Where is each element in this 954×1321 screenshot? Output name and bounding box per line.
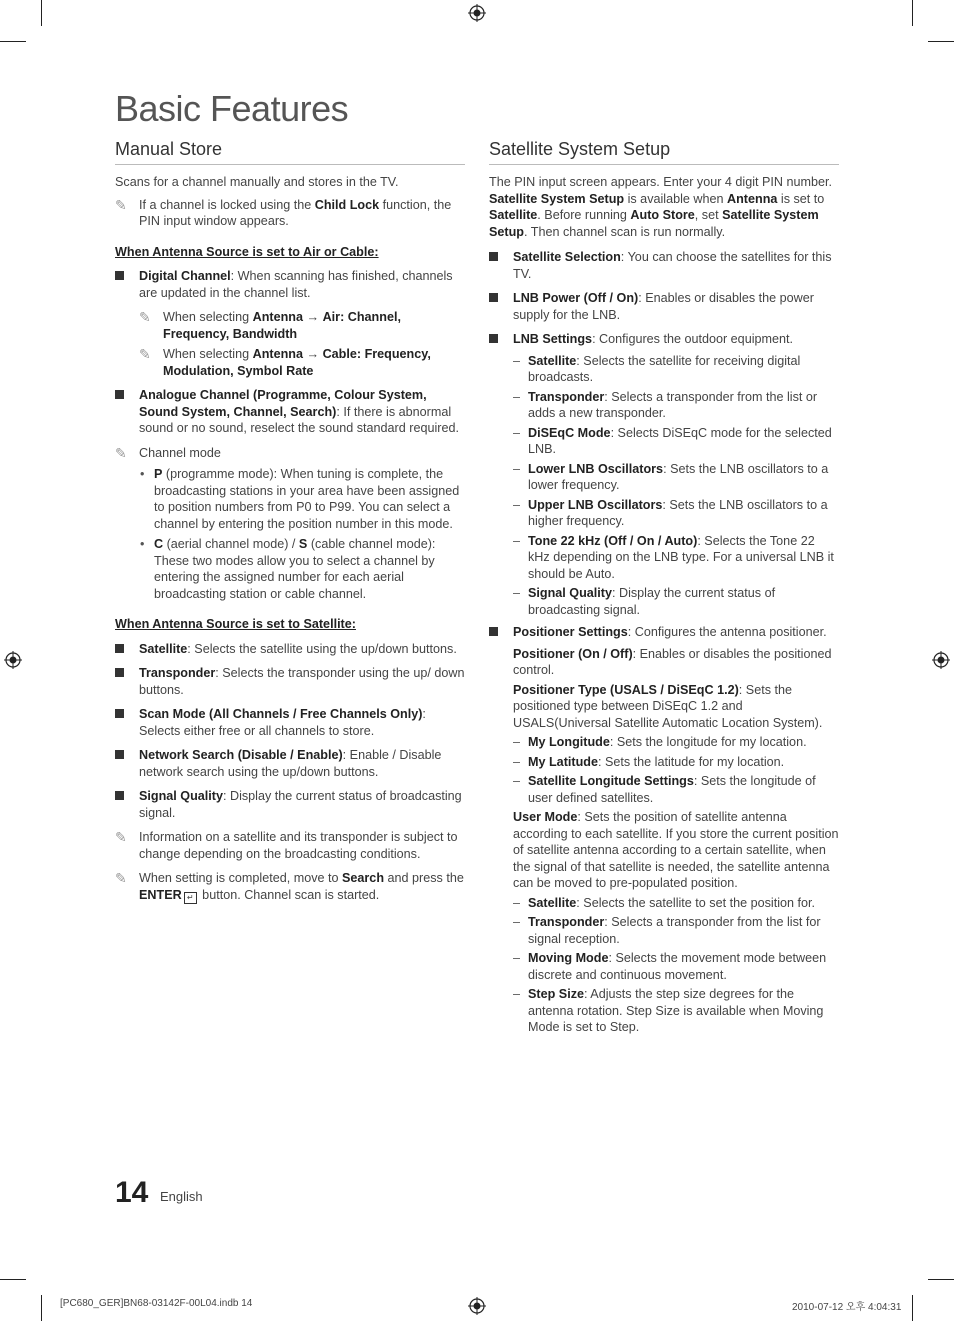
bullet-icon: •	[140, 537, 145, 551]
pencil-icon: ✎	[115, 829, 127, 845]
section-heading-manual-store: Manual Store	[115, 138, 465, 165]
subheading-satellite: When Antenna Source is set to Satellite:	[115, 617, 356, 631]
note: ✎ When setting is completed, move to Search and press the ENTER ↵ button. Channel scan is started.	[115, 870, 464, 902]
pencil-icon: ✎	[115, 870, 127, 886]
footer-file-info: [PC680_GER]BN68-03142F-00L04.indb 14	[60, 1298, 253, 1309]
list-item: Analogue Channel (Programme, Colour System, Sound System, Channel, Search): If there is abnormal sound or no sound, reselect the sound standard required.	[115, 387, 465, 437]
page-title: Basic Features	[115, 88, 349, 129]
list-item: Positioner Settings: Configures the antenna positioner.	[489, 624, 839, 641]
list-item: Satellite: Selects the satellite using the up/down buttons.	[115, 641, 465, 658]
pencil-icon: ✎	[139, 309, 151, 325]
positioner-type: Positioner Type (USALS / DiSEqC 1.2): Sets the positioned type between DiSEqC 1.2 and USALS(Universal Satellite Automatic Location System).	[513, 682, 823, 730]
note: ✎ Information on a satellite and its transponder is subject to change depending on the broadcasting conditions.	[115, 829, 458, 861]
square-bullet-icon	[489, 627, 498, 636]
intro-text: The PIN input screen appears. Enter your 4 digit PIN number. Satellite System Setup is available when Antenna is set to Satellite. Before running Auto Store, set Satellite System Setup. Then channel scan is run normally.	[489, 175, 833, 239]
registration-mark-icon	[468, 1297, 486, 1315]
registration-mark-icon	[4, 651, 22, 669]
square-bullet-icon	[115, 750, 124, 759]
square-bullet-icon	[489, 334, 498, 343]
right-column	[489, 138, 839, 1039]
crop-mark	[912, 0, 913, 26]
lnb-sublist	[513, 353, 839, 619]
list-item: LNB Power (Off / On): Enables or disables the power supply for the LNB.	[489, 290, 839, 323]
positioner-section	[513, 646, 839, 1036]
pencil-icon: ✎	[139, 346, 151, 362]
intro-text: Scans for a channel manually and stores in the TV.	[115, 175, 399, 189]
square-bullet-icon	[115, 709, 124, 718]
list-item: Satellite Selection: You can choose the satellites for this TV.	[489, 249, 839, 282]
list-item: – Moving Mode: Selects the movement mode between discrete and continuous movement.	[513, 951, 827, 982]
user-mode: User Mode: Sets the position of satellite antenna according to each satellite. If you store the current position of satellite antenna according to a certain satellite, when the signal of that satellite is needed, the satellite antenna can be moved to pre-populated position.	[513, 810, 839, 890]
crop-mark	[41, 1295, 42, 1321]
positioner-onoff: Positioner (On / Off): Enables or disables the positioned control.	[513, 646, 832, 677]
crop-mark	[912, 1295, 913, 1321]
list-item: – DiSEqC Mode: Selects DiSEqC mode for the selected LNB.	[513, 425, 832, 456]
crop-mark	[41, 0, 42, 26]
crop-mark	[928, 1279, 954, 1280]
list-item: Network Search (Disable / Enable): Enable / Disable network search using the up/down buttons.	[115, 747, 465, 780]
pencil-icon: ✎	[115, 444, 127, 461]
registration-mark-icon	[932, 651, 950, 669]
footer-timestamp: 2010-07-12 오후 4:04:31	[792, 1302, 902, 1313]
list-item: – Signal Quality: Display the current status of broadcasting signal.	[513, 586, 776, 617]
registration-mark-icon	[468, 4, 486, 22]
list-item: LNB Settings: Configures the outdoor equipment.	[489, 331, 839, 348]
pencil-icon: ✎	[115, 196, 127, 213]
note: ✎ When selecting Antenna → Air: Channel, Frequency, Bandwidth	[139, 309, 401, 341]
enter-icon: ↵	[184, 892, 197, 904]
list-item: – Tone 22 kHz (Off / On / Auto): Selects the Tone 22 kHz depending on the LNB type. For a universal LNB it should be Auto.	[513, 533, 834, 581]
subheading-air-cable: When Antenna Source is set to Air or Cable:	[115, 244, 379, 259]
list-item: Digital Channel: When scanning has finished, channels are updated in the channel list.	[115, 268, 465, 301]
square-bullet-icon	[489, 252, 498, 261]
crop-mark	[928, 41, 954, 42]
list-item: – Transponder: Selects a transponder from the list or adds a new transponder.	[513, 389, 818, 420]
list-item: – My Latitude: Sets the latitude for my location.	[513, 754, 785, 769]
square-bullet-icon	[115, 668, 124, 677]
list-item: – My Longitude: Sets the longitude for my location.	[513, 735, 807, 749]
list-item: Signal Quality: Display the current status of broadcasting signal.	[115, 788, 465, 821]
square-bullet-icon	[115, 390, 124, 399]
note: ✎ Channel mode	[115, 444, 221, 461]
list-item: – Satellite Longitude Settings: Sets the longitude of user defined satellites.	[513, 774, 816, 805]
note: ✎ When selecting Antenna → Cable: Frequency, Modulation, Symbol Rate	[139, 346, 431, 378]
left-column	[115, 138, 465, 912]
list-item: • C (aerial channel mode) / S (cable channel mode): These two modes allow you to select a channel by entering the assigned number for each aerial broadcasting station or cable channel.	[140, 537, 436, 601]
page-number: 14	[115, 1176, 149, 1209]
bullet-icon: •	[140, 467, 145, 481]
list-item: – Lower LNB Oscillators: Sets the LNB oscillators to a lower frequency.	[513, 461, 829, 492]
crop-mark	[0, 41, 26, 42]
list-item: – Step Size: Adjusts the step size degrees for the antenna rotation. Step Size is available when Moving Mode is set to Step.	[513, 987, 824, 1034]
list-item: – Satellite: Selects the satellite for receiving digital broadcasts.	[513, 353, 801, 384]
square-bullet-icon	[115, 791, 124, 800]
list-item: – Upper LNB Oscillators: Sets the LNB oscillators to a higher frequency.	[513, 497, 828, 528]
list-item: Transponder: Selects the transponder using the up/ down buttons.	[115, 665, 465, 698]
list-item: – Satellite: Selects the satellite to set the position for.	[513, 895, 816, 910]
square-bullet-icon	[489, 293, 498, 302]
note: ✎ If a channel is locked using the Child Lock function, the PIN input window appears.	[115, 196, 452, 228]
list-item: • P (programme mode): When tuning is complete, the broadcasting stations in your area have been assigned to position numbers from P0 to P99. You can select a channel by entering the position number in this mode.	[140, 467, 460, 531]
list-item: Scan Mode (All Channels / Free Channels Only): Selects either free or all channels to store.	[115, 706, 465, 739]
section-heading-satellite-system-setup: Satellite System Setup	[489, 138, 839, 165]
crop-mark	[0, 1279, 26, 1280]
square-bullet-icon	[115, 271, 124, 280]
page-language: English	[160, 1189, 203, 1204]
square-bullet-icon	[115, 644, 124, 653]
list-item: – Transponder: Selects a transponder from the list for signal reception.	[513, 915, 821, 946]
